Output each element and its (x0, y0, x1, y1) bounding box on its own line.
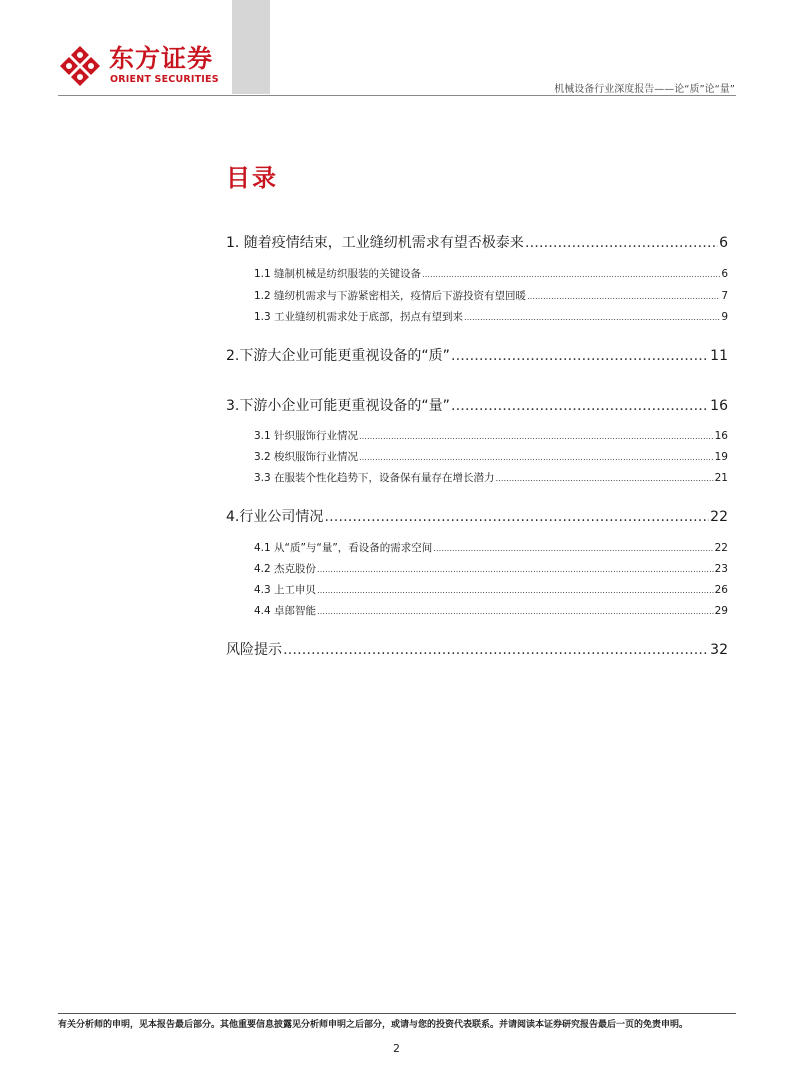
toc-leader-dots (525, 235, 718, 251)
toc-leader-dots (422, 270, 720, 279)
toc-entry-label: 4.行业公司情况 (226, 509, 324, 525)
toc-leader-dots (433, 544, 713, 553)
toc-leader-dots (359, 432, 714, 441)
toc-entry-label: 4.3 上工申贝 (254, 584, 317, 596)
footer-disclaimer: 有关分析师的申明，见本报告最后部分。其他重要信息披露见分析师申明之后部分，或请与您的投资代表联系。并请阅读本证券研究报告最后一页的免责申明。 (58, 1020, 689, 1030)
company-logo (58, 44, 218, 88)
header-gray-bar (232, 0, 270, 94)
toc-entry-page: 9 (721, 311, 728, 323)
page-number: 2 (393, 1042, 400, 1055)
toc-entry-page: 16 (714, 430, 728, 442)
toc-entry-label: 3.下游小企业可能更重视设备的“量” (226, 398, 450, 414)
toc-leader-dots (317, 565, 714, 574)
toc-entry-label: 3.1 针织服饰行业情况 (254, 430, 359, 442)
toc-entry-page: 6 (721, 268, 728, 280)
toc-entry-page: 7 (721, 290, 728, 302)
toc-entry-label: 4.1 从“质”与“量”，看设备的需求空间 (254, 542, 433, 554)
toc-entry-2[interactable] (226, 345, 728, 365)
toc-entry-1-3[interactable] (226, 309, 728, 324)
logo-chinese-name: 东方证券 (109, 44, 214, 73)
footer-divider (58, 1013, 736, 1014)
toc-entry-label: 1.1 缝制机械是纺织服装的关键设备 (254, 268, 422, 280)
toc-entry-4-3[interactable] (226, 582, 728, 597)
toc-entry-page: 32 (710, 642, 728, 658)
toc-entry-label: 1.2 缝纫机需求与下游紧密相关，疫情后下游投资有望回暖 (254, 290, 527, 302)
toc-leader-dots (283, 642, 709, 658)
toc-entry-page: 21 (714, 472, 728, 484)
toc-entry-label: 3.3 在服装个性化趋势下，设备保有量存在增长潜力 (254, 472, 495, 484)
logo-english-name: ORIENT SECURITIES (110, 74, 219, 85)
toc-entry-label: 2.下游大企业可能更重视设备的“质” (226, 348, 450, 364)
toc-entry-4[interactable] (226, 506, 728, 526)
toc-leader-dots (451, 398, 709, 414)
toc-entry-label: 4.2 杰克股份 (254, 563, 317, 575)
toc-entry-label: 风险提示 (226, 642, 282, 658)
toc-leader-dots (317, 607, 714, 616)
orient-logo-icon (58, 44, 102, 88)
toc-leader-dots (451, 348, 709, 364)
toc-leader-dots (359, 453, 714, 462)
toc-entry-4-2[interactable] (226, 561, 728, 576)
toc-entry-page: 16 (710, 398, 728, 414)
toc-entry-risk[interactable] (226, 639, 728, 659)
report-title: 机械设备行业深度报告——论“质”论“量” (554, 84, 735, 95)
toc-entry-label: 1. 随着疫情结束，工业缝纫机需求有望否极泰来 (226, 235, 524, 251)
toc-entry-label: 4.4 卓郎智能 (254, 605, 317, 617)
toc-entry-1-1[interactable] (226, 266, 728, 281)
toc-heading: 目录 (226, 164, 278, 192)
toc-entry-page: 23 (714, 563, 728, 575)
toc-leader-dots (496, 474, 714, 483)
toc-entry-page: 29 (714, 605, 728, 617)
toc-entry-3[interactable] (226, 395, 728, 415)
toc-entry-page: 6 (719, 235, 728, 251)
toc-entry-4-4[interactable] (226, 603, 728, 618)
toc-entry-page: 22 (710, 509, 728, 525)
toc-entry-4-1[interactable] (226, 540, 728, 555)
toc-leader-dots (464, 313, 720, 322)
toc-leader-dots (527, 292, 720, 301)
toc-entry-label: 1.3 工业缝纫机需求处于底部，拐点有望到来 (254, 311, 464, 323)
toc-entry-3-1[interactable] (226, 428, 728, 443)
toc-entry-page: 11 (710, 348, 728, 364)
toc-entry-label: 3.2 梭织服饰行业情况 (254, 451, 359, 463)
header-divider (58, 95, 736, 96)
toc-entry-1[interactable] (226, 232, 728, 252)
toc-entry-page: 26 (714, 584, 728, 596)
toc-entry-3-3[interactable] (226, 470, 728, 485)
toc-entry-3-2[interactable] (226, 449, 728, 464)
toc-leader-dots (324, 509, 709, 525)
toc-entry-page: 22 (714, 542, 728, 554)
toc-entry-page: 19 (714, 451, 728, 463)
toc-entry-1-2[interactable] (226, 288, 728, 303)
toc-leader-dots (317, 586, 714, 595)
